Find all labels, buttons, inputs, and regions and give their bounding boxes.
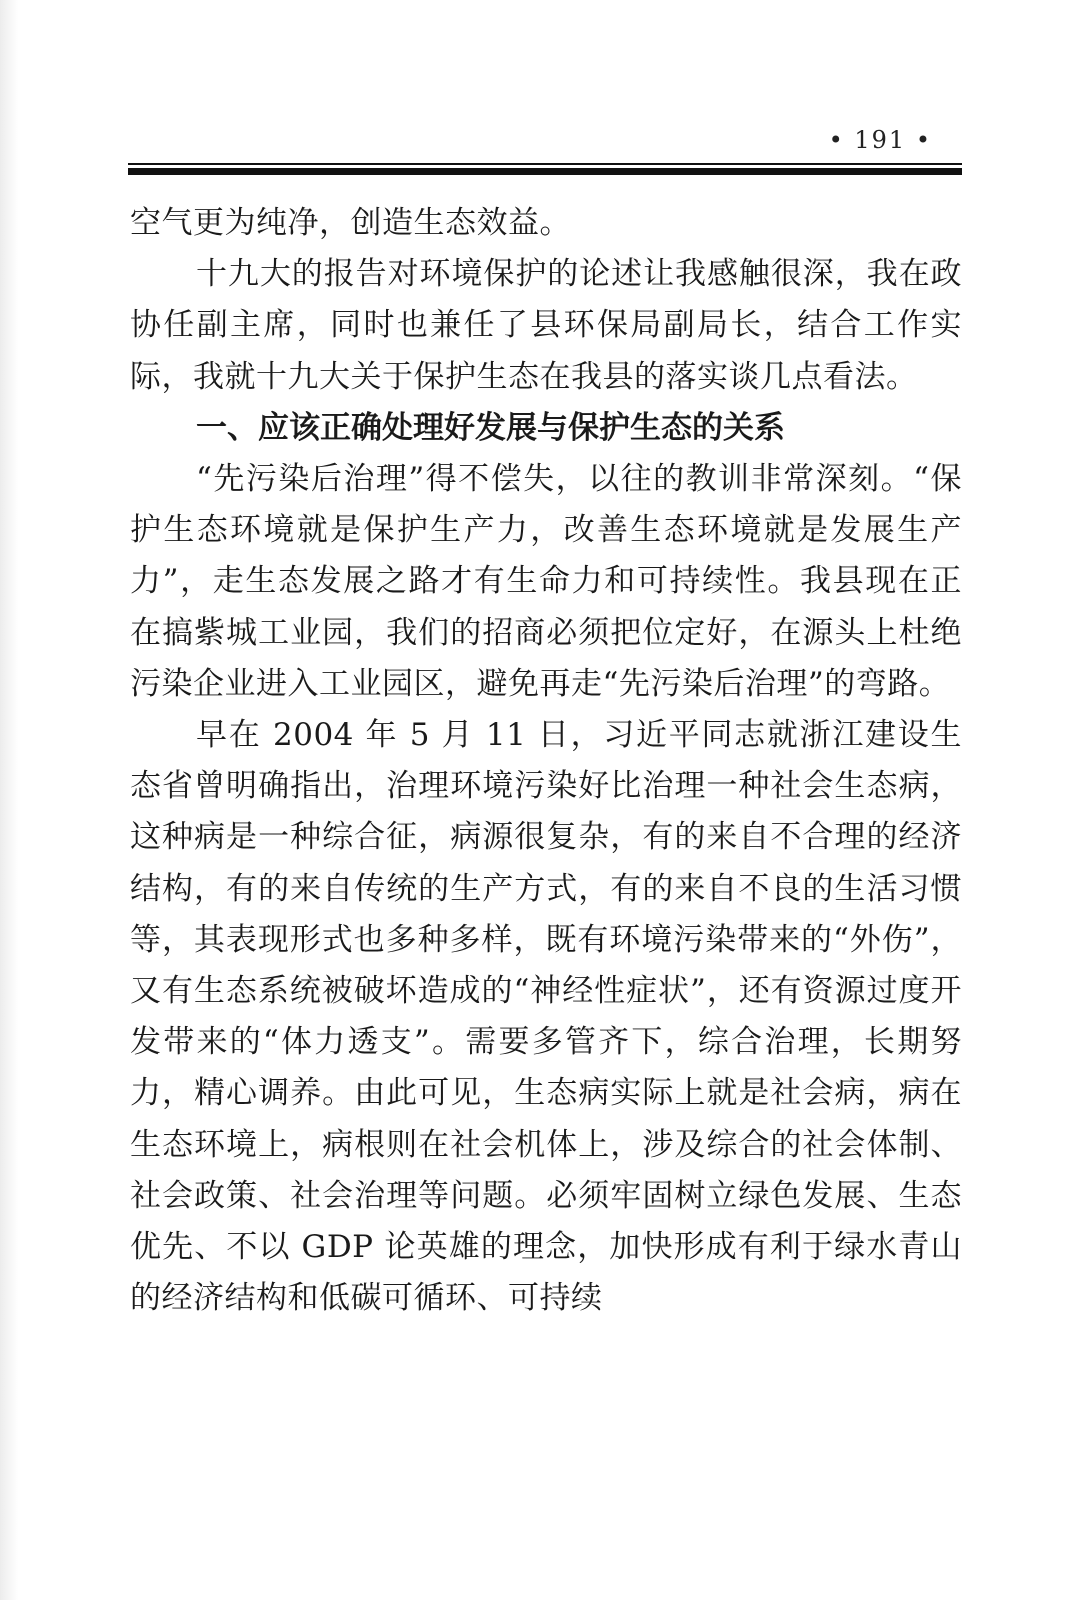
header-rule-thick: [128, 168, 962, 175]
paragraph-intro: 十九大的报告对环境保护的论述让我感触很深，我在政协任副主席，同时也兼任了县环保局副局长，结合工作实际，我就十九大关于保护生态在我县的落实谈几点看法。: [130, 256, 962, 395]
page-header: [128, 126, 962, 186]
header-rule-thin: [128, 163, 962, 165]
paragraph-pollution: “先污染后治理”得不偿失，以往的教训非常深刻。“保护生态环境就是保护生产力，改善生态环境就是发展生产力”，走生态发展之路才有生命力和可持续性。我县现在正在搞紫城工业园，我们的招商必须把位定好，在源头上杜绝污染企业进入工业园区，避免再走“先污染后治理”的弯路。: [130, 461, 962, 702]
scan-edge-shadow: [0, 0, 18, 1600]
section-heading: 一、应该正确处理好发展与保护生态的关系: [196, 409, 785, 446]
page-body: [130, 198, 962, 1324]
page-number: • 191 •: [828, 126, 932, 154]
paragraph-ecology-illness: 早在 2004 年 5 月 11 日，习近平同志就浙江建设生态省曾明确指出，治理环境污染好比治理一种社会生态病，这种病是一种综合征，病源很复杂，有的来自不合理的经济结构，有的来自传统的生产方式，有的来自不良的生活习惯等，其表现形式也多种多样，既有环境污染带来的“外伤”，又有生态系统被破坏造成的“神经性症状”，还有资源过度开发带来的“体力透支”。需要多管齐下，综合治理，长期努力，精心调养。由此可见，生态病实际上就是社会病，病在生态环境上，病根则在社会机体上，涉及综合的社会体制、社会政策、社会治理等问题。必须牢固树立绿色发展、生态优先、不以 GDP 论英雄的理念，加快形成有利于绿水青山的经济结构和低碳可循环、可持续: [130, 717, 962, 1317]
paragraph-continued: 空气更为纯净，创造生态效益。: [130, 205, 571, 241]
